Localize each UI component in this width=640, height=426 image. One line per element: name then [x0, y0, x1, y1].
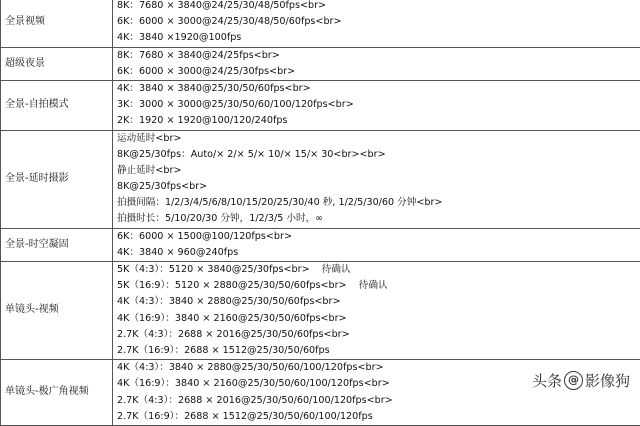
spec-line: 5K（4:3）：5120 × 3840@25/30fps<br> 待确认	[117, 262, 640, 278]
table-row	[1, 262, 640, 360]
spec-table-body	[1, 0, 640, 425]
table-row	[1, 130, 640, 228]
table-row	[1, 0, 640, 47]
spec-line: 运动延时<br>	[117, 131, 640, 147]
watermark-prefix: 头条	[532, 370, 562, 391]
spec-line: 2.7K（4:3）：2688 × 2016@25/30/50/60fps<br>	[117, 327, 640, 343]
mode-label: 单镜头-极广角视频	[1, 360, 113, 426]
spec-line: 4K（4:3）：3840 × 2880@25/30/50/60fps<br>	[117, 294, 640, 310]
spec-line: 4K：3840 × 3840@25/30/50/60fps<br>	[117, 81, 640, 97]
spec-values	[113, 228, 640, 261]
spec-line: 6K：6000 × 3000@24/25/30/48/50/60fps<br>	[117, 14, 640, 30]
spec-line: 4K：3840 × 960@240fps	[117, 245, 640, 261]
spec-line: 8K：7680 × 3840@24/25/30/48/50fps<br>	[117, 0, 640, 14]
spec-values	[113, 0, 640, 47]
spec-line: 4K（4:3）：3840 × 2880@25/30/50/60/100/120fps<br>	[117, 360, 640, 376]
table-row	[1, 80, 640, 130]
spec-line: 8K@25/30fps：Auto/× 2/× 5/× 10/× 15/× 30<br><br>	[117, 147, 640, 163]
spec-line: 拍摄间隔：1/2/3/4/5/6/8/10/15/20/25/30/40 秒, 1/2/5/30/60 分钟<br>	[117, 195, 640, 211]
mode-label: 全景-自拍模式	[1, 80, 113, 130]
spec-line: 2.7K（16:9）：2688 × 1512@25/30/50/60fps	[117, 343, 640, 359]
table-row	[1, 228, 640, 261]
mode-label: 单镜头-视频	[1, 262, 113, 360]
table-row	[1, 47, 640, 80]
mode-label: 全景-时空凝固	[1, 228, 113, 261]
spec-values	[113, 80, 640, 130]
spec-line: 8K：7680 × 3840@24/25fps<br>	[117, 48, 640, 64]
spec-values	[113, 47, 640, 80]
mode-label: 超级夜景	[1, 47, 113, 80]
spec-line: 8K@25/30fps<br>	[117, 179, 640, 195]
spec-values	[113, 262, 640, 360]
spec-line: 4K（16:9）：3840 × 2160@25/30/50/60fps<br>	[117, 311, 640, 327]
spec-line: 2.7K（4:3）：2688 × 2016@25/30/50/60/100/120fps<br>	[117, 393, 640, 409]
spec-line: 6K：6000 × 1500@100/120fps<br>	[117, 229, 640, 245]
spec-line: 4K：3840 ×1920@100fps	[117, 30, 640, 46]
spec-line: 静止延时<br>	[117, 163, 640, 179]
watermark	[532, 370, 630, 391]
spec-line: 4K（16:9）：3840 × 2160@25/30/50/60/100/120fps<br>	[117, 376, 640, 392]
spec-line: 3K：3000 × 3000@25/30/50/60/100/120fps<br>	[117, 97, 640, 113]
spec-values	[113, 130, 640, 228]
spec-line: 2.7K（16:9）：2688 × 1512@25/30/50/60/100/120fps	[117, 409, 640, 425]
watermark-name: 影像狗	[585, 370, 630, 391]
mode-label: 全景-延时摄影	[1, 130, 113, 228]
spec-line: 拍摄时长：5/10/20/30 分钟，1/2/3/5 小时，∞	[117, 211, 640, 227]
spec-line: 5K（16:9）：5120 × 2880@25/30/50/60fps<br> 待确认	[117, 278, 640, 294]
mode-label: 全景视频	[1, 0, 113, 47]
spec-line: 6K：6000 × 3000@24/25/30fps<br>	[117, 64, 640, 80]
spec-line: 2K：1920 × 1920@100/120/240fps	[117, 113, 640, 129]
at-icon: @	[564, 371, 583, 390]
